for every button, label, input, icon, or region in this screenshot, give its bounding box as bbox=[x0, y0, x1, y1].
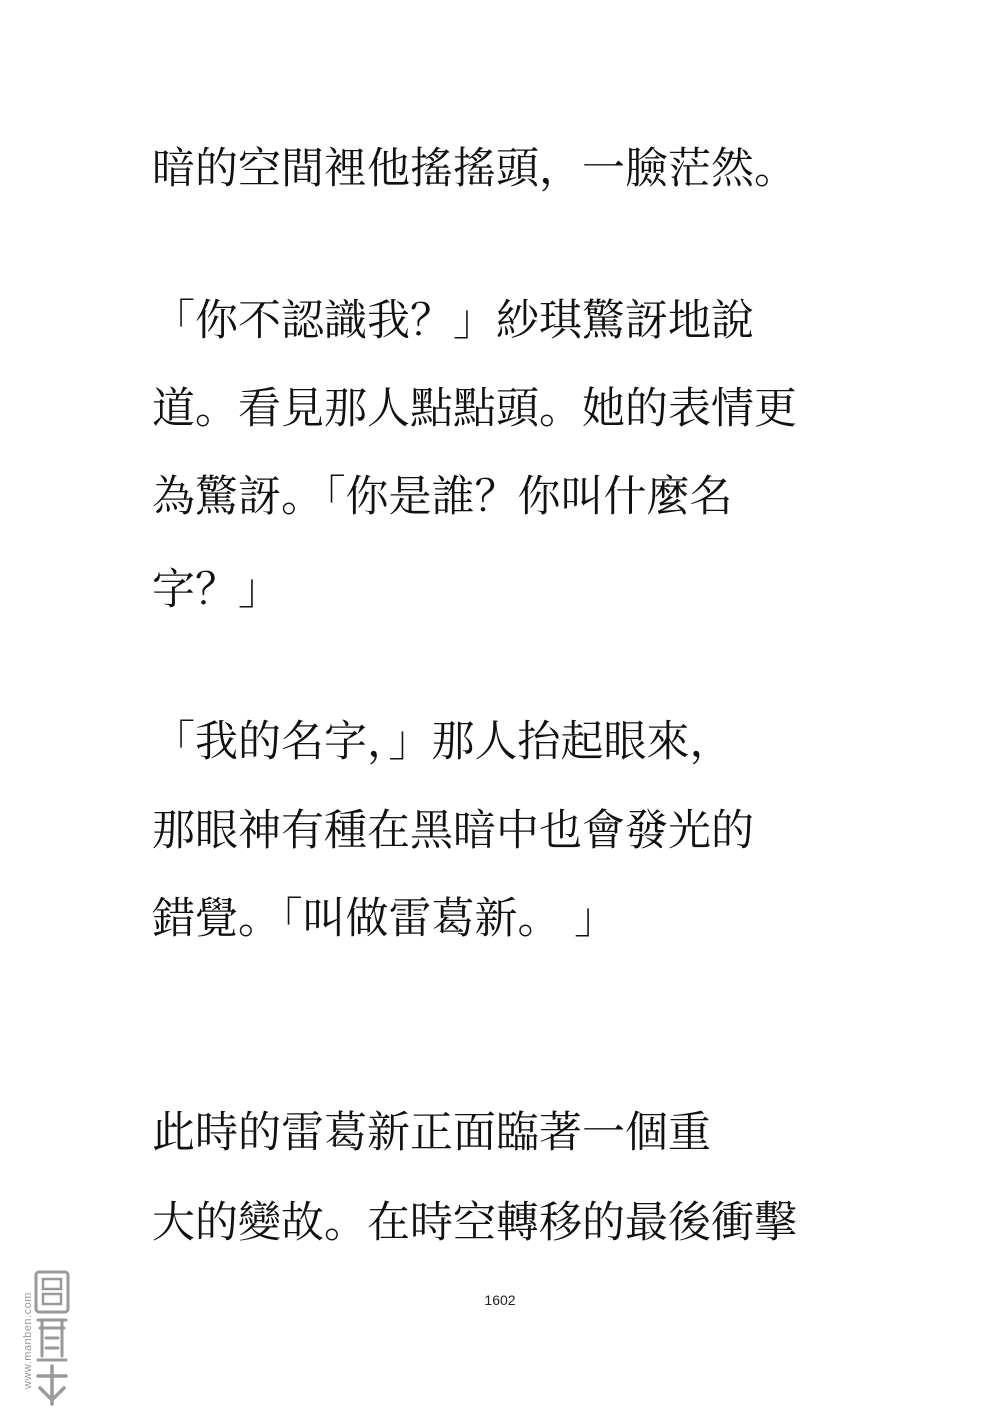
text-line-8: 錯覺。「叫做雷葛新。 」 bbox=[152, 894, 618, 944]
text-line-6: 「我的名字，」那人抬起眼來， bbox=[152, 717, 733, 767]
watermark-url: www.manben.com bbox=[22, 1292, 34, 1389]
text-line-3: 道。看見那人點點頭。她的表情更 bbox=[152, 384, 797, 434]
text-line-4: 為驚訝。「你是誰？你叫什麼名 bbox=[152, 472, 733, 522]
manben-logo-icon bbox=[34, 1268, 70, 1408]
text-line-9: 此時的雷葛新正面臨著一個重 bbox=[152, 1108, 711, 1158]
watermark bbox=[8, 1268, 68, 1408]
text-line-1: 暗的空間裡他搖搖頭，一臉茫然。 bbox=[152, 144, 797, 194]
page-number: 1602 bbox=[484, 1292, 516, 1308]
text-line-10: 大的變故。在時空轉移的最後衝擊 bbox=[152, 1198, 797, 1248]
text-line-5: 字？」 bbox=[152, 565, 281, 615]
text-line-7: 那眼神有種在黑暗中也會發光的 bbox=[152, 806, 754, 856]
text-line-2: 「你不認識我？」紗琪驚訝地說 bbox=[152, 296, 754, 346]
